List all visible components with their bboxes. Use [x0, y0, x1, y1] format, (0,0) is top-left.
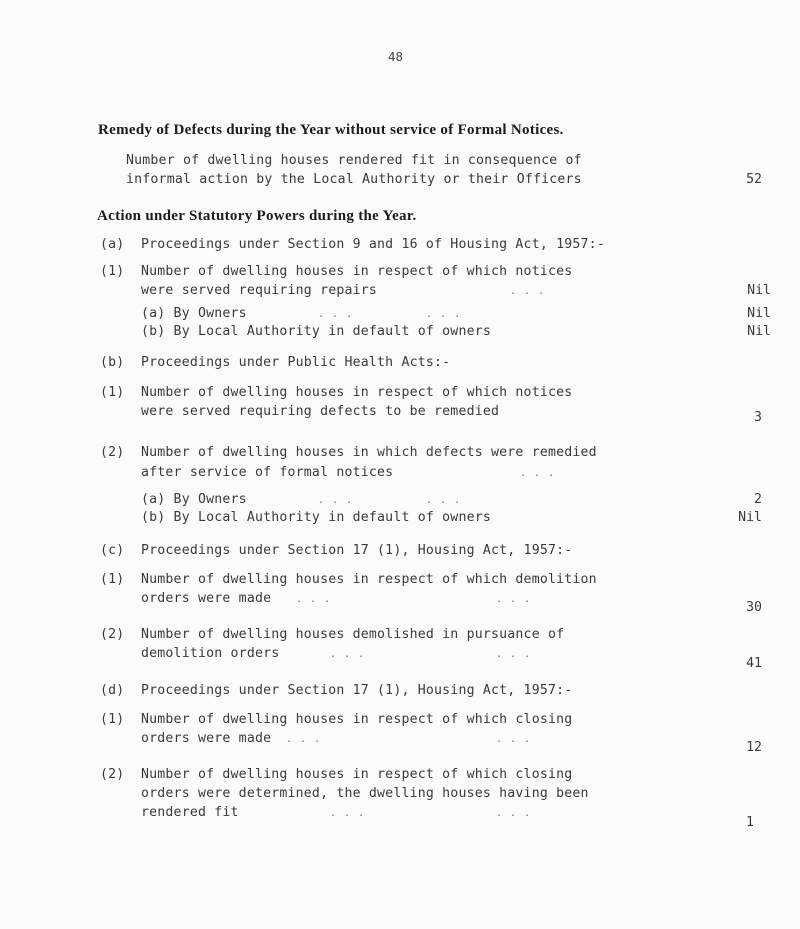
a-marker: (a) [100, 237, 125, 252]
d2-line-1: Number of dwelling houses in respect of which closing [141, 767, 573, 782]
b2-sub-a-dots-2: . . . [426, 495, 462, 506]
d2-dots-1: . . . [330, 808, 366, 819]
a-title: Proceedings under Section 9 and 16 of Housing Act, 1957:- [141, 237, 605, 252]
c2-dots-2: . . . [496, 649, 532, 660]
b-marker: (b) [100, 355, 125, 370]
a1-marker: (1) [100, 264, 125, 279]
d1-dots-2: . . . [496, 734, 532, 745]
d-marker: (d) [100, 683, 125, 698]
d1-value: 12 [746, 740, 762, 755]
informal-line-1: Number of dwelling houses rendered fit in consequence of [126, 153, 582, 168]
c-title: Proceedings under Section 17 (1), Housing Act, 1957:- [141, 543, 573, 558]
b2-sub-b-label: (b) By Local Authority in default of owners [141, 510, 492, 525]
c1-dots-1: . . . [296, 594, 332, 605]
a1-line-2: were served requiring repairs [141, 283, 378, 298]
c2-line-1: Number of dwelling houses demolished in pursuance of [141, 627, 565, 642]
c-marker: (c) [100, 543, 125, 558]
b2-sub-a-dots-1: . . . [318, 495, 354, 506]
b2-sub-a-label: (a) By Owners [141, 492, 247, 507]
informal-value: 52 [746, 172, 762, 187]
b1-line-2: were served requiring defects to be remedied [141, 404, 500, 419]
b-title: Proceedings under Public Health Acts:- [141, 355, 451, 370]
a1-dots: . . . [510, 286, 546, 297]
a1-sub-a-value: Nil [747, 306, 771, 321]
d2-line-3: rendered fit [141, 805, 239, 820]
d2-line-2: orders were determined, the dwelling houses having been [141, 786, 589, 801]
d1-line-2: orders were made [141, 731, 272, 746]
b2-marker: (2) [100, 445, 125, 460]
d1-marker: (1) [100, 712, 125, 727]
section-heading-remedy: Remedy of Defects during the Year without service of Formal Notices. [98, 122, 564, 138]
b1-marker: (1) [100, 385, 125, 400]
b2-dots: . . . [520, 468, 556, 479]
a1-sub-a-dots-2: . . . [426, 309, 462, 320]
c1-marker: (1) [100, 572, 125, 587]
c2-line-2: demolition orders [141, 646, 280, 661]
informal-line-2: informal action by the Local Authority or their Officers [126, 172, 582, 187]
d2-value: 1 [746, 815, 754, 830]
a1-value: Nil [747, 283, 771, 298]
c1-value: 30 [746, 600, 762, 615]
b2-sub-b-value: Nil [738, 510, 762, 525]
b1-line-1: Number of dwelling houses in respect of which notices [141, 385, 573, 400]
a1-sub-b-value: Nil [747, 324, 771, 339]
d2-dots-2: . . . [496, 808, 532, 819]
c1-line-2: orders were made [141, 591, 272, 606]
a1-sub-b-label: (b) By Local Authority in default of owners [141, 324, 492, 339]
b1-value: 3 [754, 410, 762, 425]
b2-line-2: after service of formal notices [141, 465, 394, 480]
d-title: Proceedings under Section 17 (1), Housing Act, 1957:- [141, 683, 573, 698]
a1-sub-a-dots-1: . . . [318, 309, 354, 320]
page-number: 48 [388, 49, 404, 64]
d1-line-1: Number of dwelling houses in respect of which closing [141, 712, 573, 727]
b2-line-1: Number of dwelling houses in which defects were remedied [141, 445, 597, 460]
a1-line-1: Number of dwelling houses in respect of which notices [141, 264, 573, 279]
c1-line-1: Number of dwelling houses in respect of which demolition [141, 572, 597, 587]
section-heading-statutory: Action under Statutory Powers during the Year. [97, 208, 417, 224]
c2-value: 41 [746, 656, 762, 671]
c1-dots-2: . . . [496, 594, 532, 605]
a1-sub-a-label: (a) By Owners [141, 306, 247, 321]
d2-marker: (2) [100, 767, 125, 782]
b2-sub-a-value: 2 [754, 492, 762, 507]
c2-marker: (2) [100, 627, 125, 642]
c2-dots-1: . . . [330, 649, 366, 660]
d1-dots-1: . . . [286, 734, 322, 745]
